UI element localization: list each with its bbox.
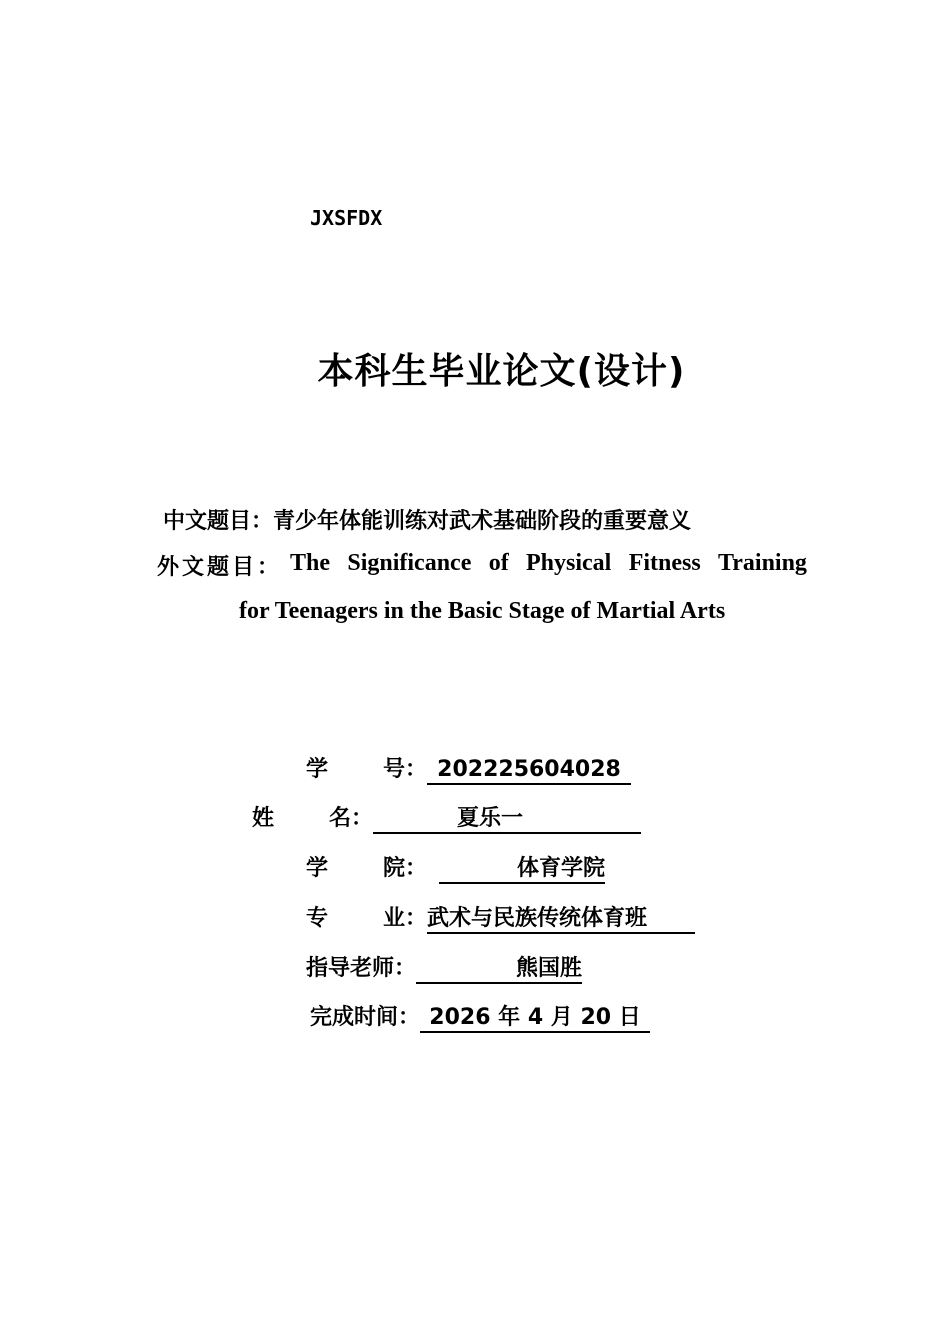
- college-label-a: 学: [306, 856, 329, 881]
- college-row: [306, 851, 605, 884]
- student-id-value: 202225604028: [427, 757, 631, 785]
- name-value-wrap: [373, 806, 641, 834]
- college-label-b: 院：: [383, 856, 428, 881]
- foreign-title-label: 外文题目：: [157, 555, 283, 580]
- foreign-title-word: The: [290, 550, 331, 576]
- foreign-title-line1: [290, 550, 807, 581]
- date-row: [310, 1000, 650, 1033]
- foreign-title-word: of: [488, 550, 509, 576]
- student-id-row: [306, 752, 631, 785]
- major-label-b: 业：: [383, 906, 428, 931]
- name-label-a: 姓: [252, 806, 275, 831]
- chinese-title-value: 青少年体能训练对武术基础阶段的重要意义: [273, 509, 692, 534]
- student-id-label-a: 学: [306, 757, 329, 782]
- major-value: 武术与民族传统体育班: [427, 906, 695, 934]
- major-label-a: 专: [306, 906, 329, 931]
- advisor-value: 熊国胜: [416, 956, 582, 984]
- major-row: [306, 901, 695, 934]
- chinese-title-label: 中文题目：: [163, 509, 274, 534]
- name-label-b: 名：: [329, 806, 374, 831]
- advisor-row: [306, 951, 582, 984]
- date-label: 完成时间：: [310, 1005, 421, 1030]
- foreign-title-word: Significance: [347, 550, 472, 576]
- foreign-title-line2: for Teenagers in the Basic Stage of Martial Arts: [239, 598, 726, 624]
- foreign-title-word: Training: [718, 550, 807, 576]
- foreign-title-row: [157, 550, 807, 581]
- document-title: 本科生毕业论文(设计): [317, 351, 686, 392]
- name-row: [252, 801, 641, 834]
- advisor-label: 指导老师：: [306, 956, 417, 981]
- student-id-label-b: 号：: [383, 757, 428, 782]
- school-code: JXSFDX: [310, 206, 383, 230]
- chinese-title-row: [163, 504, 691, 535]
- foreign-title-word: Fitness: [628, 550, 701, 576]
- foreign-title-word: Physical: [526, 550, 612, 576]
- name-value: 夏乐一: [457, 806, 524, 831]
- college-value: 体育学院: [439, 856, 605, 884]
- date-value: 2026 年 4 月 20 日: [420, 1005, 650, 1033]
